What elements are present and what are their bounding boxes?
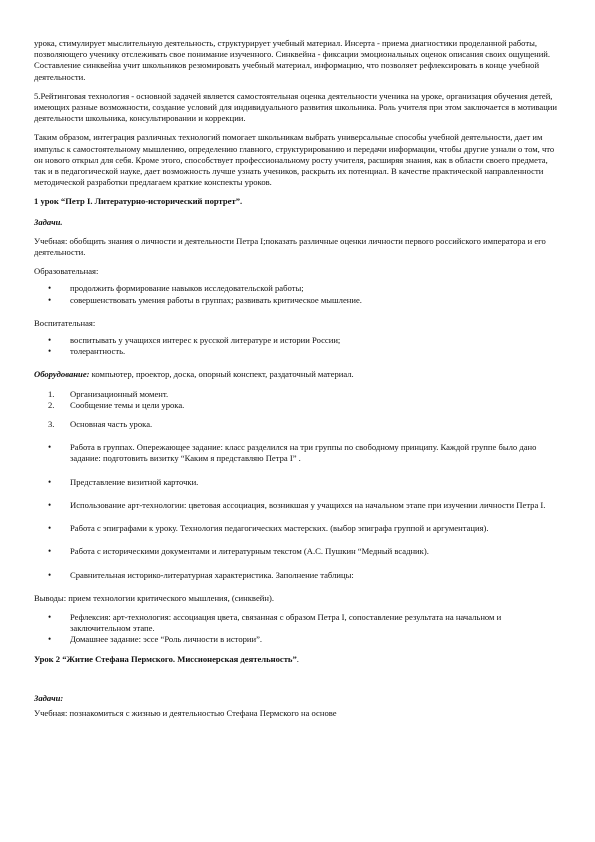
list-item [34, 419, 558, 430]
list-item: • Работа в группах. Опережающее задание: класс разделился на три группы по свободному принципу. Каждой группе было дано задание: подготовить визитку “Каким я представляю Петра I” . [34, 442, 558, 464]
step-text: Организационный момент. [70, 388, 169, 399]
list-item: • Домашнее задание: эссе “Роль личности в истории”. [34, 634, 558, 645]
document-page [34, 38, 558, 727]
lesson2-dot: . [296, 653, 299, 664]
final-list [34, 612, 558, 646]
step-text: Сообщение темы и цели урока. [70, 399, 185, 410]
step-text: Основная часть урока. [70, 419, 153, 430]
equipment-label: Оборудование: [34, 369, 90, 380]
list-item: • воспитывать у учащихся интерес к русской литературе и истории России; [34, 335, 558, 346]
step-number: 1. [48, 388, 55, 399]
list-item: • Работа с историческими документами и литературным текстом (А.С. Пушкин “Медный всадник). [34, 546, 558, 557]
list-item: • Работа с эпиграфами к уроку. Технология педагогических мастерских. (выбор эпиграфа группой и аргументация). [34, 523, 558, 534]
list-item: • толерантность. [34, 346, 558, 357]
lesson1-title: 1 урок “Петр I. Литературно-исторический портрет”. [34, 196, 243, 207]
tasks2-label: Задачи: [34, 692, 64, 703]
lesson2-title-line [34, 654, 558, 665]
list-item [34, 389, 558, 400]
list-item: • Рефлексия: арт-технология: ассоциация цвета, связанная с образом Петра I, сопоставление результата на начальном и заключительном этапе. [34, 612, 558, 634]
list-item: • продолжить формирование навыков исследовательской работы; [34, 283, 558, 294]
list-item [34, 400, 558, 411]
lesson-steps [34, 389, 558, 431]
step-number: 3. [48, 419, 55, 430]
list-item: • Использование арт-технологии: цветовая ассоциация, возникшая у учащихся на начальном этапе при изучении личности Петра I. [34, 500, 558, 511]
list-item: • Представление визитной карточки. [34, 477, 558, 488]
conclusions-line: Выводы: прием технологии критического мышления, (синквейн). [34, 592, 274, 603]
tasks-label: Задачи. [34, 216, 63, 227]
educational-label: Образовательная: [34, 266, 99, 277]
equipment-text: компьютер, проектор, доска, опорный конспект, раздаточный материал. [89, 369, 354, 380]
educational-list [34, 283, 558, 305]
learning2-goal: Учебная: познакомиться с жизнью и деятельностью Стефана Пермского на основе [34, 707, 337, 718]
lesson2-title: Урок 2 “Житие Стефана Пермского. Миссионерская деятельность” [34, 653, 297, 664]
list-item: • совершенствовать умения работы в группах; развивать критическое мышление. [34, 295, 558, 306]
upbringing-label: Воспитательная: [34, 317, 96, 328]
step-number: 2. [48, 399, 55, 410]
paragraph-conclusion: Таким образом, интеграция различных технологий помогает школьникам выбрать универсальные способы учебной деятельности, дает им импульс к самостоятельному мышлению, определению главного, структурированию и передачи информации, чтобы другие узнали о том, что он нового открыл для себя. Кроме этого, способствует профессиональному росту учителя, расширяя знания, как в области своего предмета, так и в педагогической науке, дает возможность лучше узнать учеников, раскрыть их потенциал. В качестве практической направленности методической разработки предлагаем краткие конспекты уроков. [34, 132, 555, 188]
upbringing-list [34, 335, 558, 357]
equipment-line [34, 369, 558, 380]
paragraph-rating-technology: 5.Рейтинговая технология - основной задачей является самостоятельная оценка деятельности ученика на уроке, организация обучения детей, имеющих разные возможности, создание условий для индивидуального развития школьника. Роль учителя при этом заключается в мотивации деятельности школьника, консультировании и коррекции. [34, 90, 557, 124]
main-part-list [34, 442, 558, 580]
paragraph-synquain: урока, стимулирует мыслительную деятельность, структурирует учебный материал. Инсерта - приема диагностики проделанной работы, позволяющего ученику отслеживать свое понимание изученного. Синквейна - фиксации эмоциональных оценок описания своих ощущений. Составление синквейна учит школьников резюмировать учебный материал, информацию, что позволяет рефлексировать в конце учебной деятельности. [34, 38, 551, 82]
list-item: • Сравнительная историко-литературная характеристика. Заполнение таблицы: [34, 570, 558, 581]
learning-goal: Учебная: обобщить знания о личности и деятельности Петра I;показать различные оценки личности первого российского императора и его деятельности. [34, 235, 546, 258]
